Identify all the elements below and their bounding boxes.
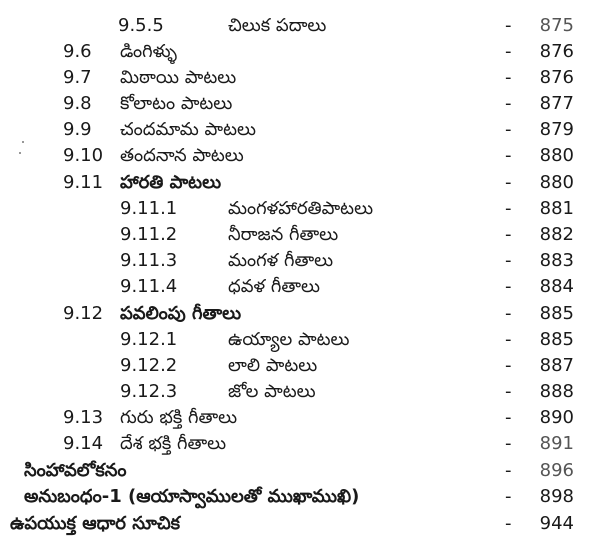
- page-number: 887: [539, 355, 574, 376]
- section-title: మంగళ గీతాలు: [228, 250, 334, 271]
- section-number: 9.12.2: [120, 355, 178, 376]
- page-number: 879: [539, 119, 574, 140]
- toc-row-review: [0, 458, 600, 484]
- section-title: ఉపయుక్త ఆధార సూచిక: [10, 513, 181, 534]
- leader-dash: -: [505, 145, 512, 166]
- leader-dash: -: [505, 513, 512, 534]
- section-title: మంగళహారతిపాటలు: [228, 198, 374, 219]
- page-number: 875: [539, 15, 574, 36]
- leader-dash: -: [505, 198, 512, 219]
- section-number: 9.11.1: [120, 198, 178, 219]
- toc-row-9-12-1: [0, 327, 600, 353]
- section-title: సింహావలోకనం: [24, 460, 127, 481]
- toc-row-9-8: [0, 91, 600, 117]
- section-title: నీరాజన గీతాలు: [228, 224, 339, 245]
- section-number: 9.11.3: [120, 250, 178, 271]
- section-title: ఉయ్యాల పాటలు: [228, 329, 350, 350]
- page-number: 890: [539, 407, 574, 428]
- section-number: 9.6: [63, 41, 92, 62]
- page-number: 885: [539, 329, 574, 350]
- page-number: 882: [539, 224, 574, 245]
- section-number: 9.14: [63, 433, 104, 454]
- section-title: మిఠాయి పాటలు: [120, 67, 237, 88]
- toc-row-9-12: [0, 301, 600, 327]
- toc-row-bibliography: [0, 511, 600, 537]
- toc-row-9-12-2: [0, 353, 600, 379]
- leader-dash: -: [505, 41, 512, 62]
- section-title: డింగిళ్ళు: [120, 41, 178, 62]
- toc-row-9-11: [0, 170, 600, 196]
- page-number: 898: [539, 486, 574, 507]
- leader-dash: -: [505, 250, 512, 271]
- section-title: ధవళ గీతాలు: [228, 276, 320, 297]
- toc-row-9-5-5: [0, 13, 600, 39]
- leader-dash: -: [505, 329, 512, 350]
- page-number: 881: [539, 198, 574, 219]
- leader-dash: -: [505, 224, 512, 245]
- toc-row-9-9: [0, 117, 600, 143]
- leader-dash: -: [505, 15, 512, 36]
- section-number: 9.9: [63, 119, 92, 140]
- leader-dash: -: [505, 67, 512, 88]
- page-number: 891: [539, 433, 574, 454]
- section-number: 9.12: [63, 303, 104, 324]
- page-number: 876: [539, 41, 574, 62]
- toc-row-9-14: [0, 431, 600, 457]
- scan-speck: [22, 141, 24, 143]
- section-title: చందమామ పాటలు: [120, 119, 256, 140]
- leader-dash: -: [505, 119, 512, 140]
- toc-row-appendix-1: [0, 484, 600, 510]
- section-number: 9.8: [63, 93, 92, 114]
- section-title: అనుబంధం-1 (ఆయాస్వాములతో ముఖాముఖి): [24, 486, 360, 507]
- leader-dash: -: [505, 276, 512, 297]
- toc-row-9-11-2: [0, 222, 600, 248]
- section-title: దేశ భక్తి గీతాలు: [120, 433, 227, 454]
- toc-row-9-13: [0, 405, 600, 431]
- page-number: 888: [539, 381, 574, 402]
- scan-speck: [19, 152, 21, 154]
- page-number: 896: [539, 460, 574, 481]
- section-number: 9.12.3: [120, 381, 178, 402]
- toc-row-9-11-4: [0, 274, 600, 300]
- page-number: 880: [539, 172, 574, 193]
- leader-dash: -: [505, 303, 512, 324]
- section-title: లాలి పాటలు: [228, 355, 318, 376]
- page-number: 876: [539, 67, 574, 88]
- leader-dash: -: [505, 355, 512, 376]
- section-title: కోలాటం పాటలు: [120, 93, 233, 114]
- toc-row-9-10: [0, 143, 600, 169]
- section-number: 9.10: [63, 145, 104, 166]
- section-number: 9.11.2: [120, 224, 178, 245]
- toc-row-9-12-3: [0, 379, 600, 405]
- section-number: 9.11.4: [120, 276, 178, 297]
- page-number: 877: [539, 93, 574, 114]
- toc-row-9-11-3: [0, 248, 600, 274]
- section-number: 9.7: [63, 67, 92, 88]
- section-number: 9.13: [63, 407, 104, 428]
- leader-dash: -: [505, 381, 512, 402]
- page-number: 880: [539, 145, 574, 166]
- section-number: 9.12.1: [120, 329, 178, 350]
- section-title: జోల పాటలు: [228, 381, 316, 402]
- leader-dash: -: [505, 407, 512, 428]
- section-title: పవలింపు గీతాలు: [120, 303, 242, 324]
- leader-dash: -: [505, 486, 512, 507]
- section-title: గురు భక్తి గీతాలు: [120, 407, 238, 428]
- page-number: 883: [539, 250, 574, 271]
- toc-row-9-11-1: [0, 196, 600, 222]
- page-number: 944: [539, 513, 574, 534]
- page-number: 884: [539, 276, 574, 297]
- section-number: 9.11: [63, 172, 104, 193]
- section-number: 9.5.5: [118, 15, 164, 36]
- section-title: తందనాన పాటలు: [120, 145, 244, 166]
- section-title: చిలుక పదాలు: [228, 15, 327, 36]
- leader-dash: -: [505, 433, 512, 454]
- leader-dash: -: [505, 172, 512, 193]
- leader-dash: -: [505, 93, 512, 114]
- page-number: 885: [539, 303, 574, 324]
- toc-row-9-6: [0, 39, 600, 65]
- toc-row-9-7: [0, 65, 600, 91]
- section-title: హారతి పాటలు: [120, 172, 222, 193]
- leader-dash: -: [505, 460, 512, 481]
